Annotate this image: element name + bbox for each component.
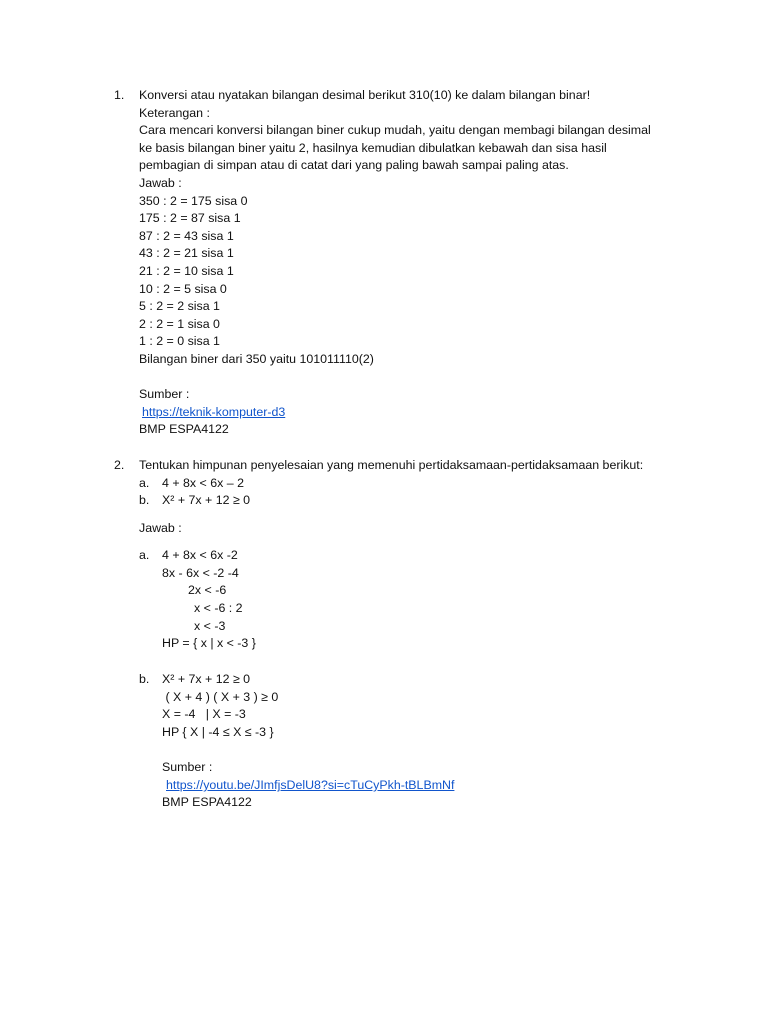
q2-ans-a-line: 8x - 6x < -2 -4 bbox=[162, 566, 239, 580]
q2-ans-b-line: ( X + 4 ) ( X + 3 ) ≥ 0 bbox=[162, 690, 279, 704]
q2-ans-b-line: X² + 7x + 12 ≥ 0 bbox=[162, 672, 251, 686]
q1-step: 175 : 2 = 87 sisa 1 bbox=[139, 211, 241, 226]
q1-sumber-label: Sumber : bbox=[139, 387, 190, 402]
q1-step: 43 : 2 = 21 sisa 1 bbox=[139, 246, 234, 261]
q2-sumber-label: Sumber : bbox=[162, 760, 213, 774]
q1-step: 21 : 2 = 10 sisa 1 bbox=[139, 263, 234, 278]
q2-source-link[interactable]: https://youtu.be/JImfjsDelU8?si=cTuCyPkh-tBLBmNf bbox=[166, 778, 455, 792]
q2-a-text: 4 + 8x < 6x – 2 bbox=[162, 476, 244, 490]
q2-ans-a-line: x < -6 : 2 bbox=[194, 601, 243, 615]
q1-step: 350 : 2 = 175 sisa 0 bbox=[139, 193, 248, 208]
q1-question: Konversi atau nyatakan bilangan desimal berikut 310(10) ke dalam bilangan binar! bbox=[139, 88, 591, 102]
q2-ans-a-label: a. bbox=[139, 548, 150, 562]
q2-ans-b-label: b. bbox=[139, 672, 150, 686]
q1-result: Bilangan biner dari 350 yaitu 101011110(2) bbox=[139, 351, 374, 366]
q2-a-label: a. bbox=[139, 476, 150, 490]
q1-step: 2 : 2 = 1 sisa 0 bbox=[139, 316, 220, 331]
q2-number: 2. bbox=[114, 458, 125, 472]
q1-keterangan-label: Keterangan : bbox=[139, 105, 210, 120]
q2-b-label: b. bbox=[139, 493, 150, 507]
q1-number: 1. bbox=[114, 88, 125, 102]
q2-ans-a-line: x < -3 bbox=[194, 619, 226, 633]
q1-step: 87 : 2 = 43 sisa 1 bbox=[139, 228, 234, 243]
q2-book: BMP ESPA4122 bbox=[162, 795, 252, 809]
q1-step: 1 : 2 = 0 sisa 1 bbox=[139, 334, 220, 349]
q2-b-text: X² + 7x + 12 ≥ 0 bbox=[162, 493, 251, 507]
q1-jawab-label: Jawab : bbox=[139, 175, 182, 190]
q2-ans-b-line: HP { X | -4 ≤ X ≤ -3 } bbox=[162, 725, 274, 739]
q2-ans-a-line: HP = { x | x < -3 } bbox=[162, 636, 256, 650]
q2-jawab-label: Jawab : bbox=[139, 521, 182, 535]
q2-question: Tentukan himpunan penyelesaian yang memenuhi pertidaksamaan-pertidaksamaan berikut: bbox=[139, 458, 644, 472]
q1-keterangan-line: Cara mencari konversi bilangan biner cukup mudah, yaitu dengan membagi bilangan desimal bbox=[139, 123, 651, 138]
q1-book: BMP ESPA4122 bbox=[139, 422, 229, 437]
q1-step: 5 : 2 = 2 sisa 1 bbox=[139, 299, 220, 314]
q1-keterangan-line: ke basis bilangan biner yaitu 2, hasilnya kemudian dibulatkan kebawah dan sisa hasil bbox=[139, 140, 607, 155]
q2-ans-a-line: 4 + 8x < 6x -2 bbox=[162, 548, 238, 562]
q1-block bbox=[139, 87, 679, 439]
q1-source-link[interactable]: https://teknik-komputer-d3 bbox=[142, 404, 286, 419]
q1-keterangan-line: pembagian di simpan atau di catat dari yang paling bawah sampai paling atas. bbox=[139, 158, 569, 173]
q1-step: 10 : 2 = 5 sisa 0 bbox=[139, 281, 227, 296]
q2-ans-b-line: X = -4 | X = -3 bbox=[162, 707, 246, 721]
q2-ans-a-line: 2x < -6 bbox=[188, 583, 227, 597]
